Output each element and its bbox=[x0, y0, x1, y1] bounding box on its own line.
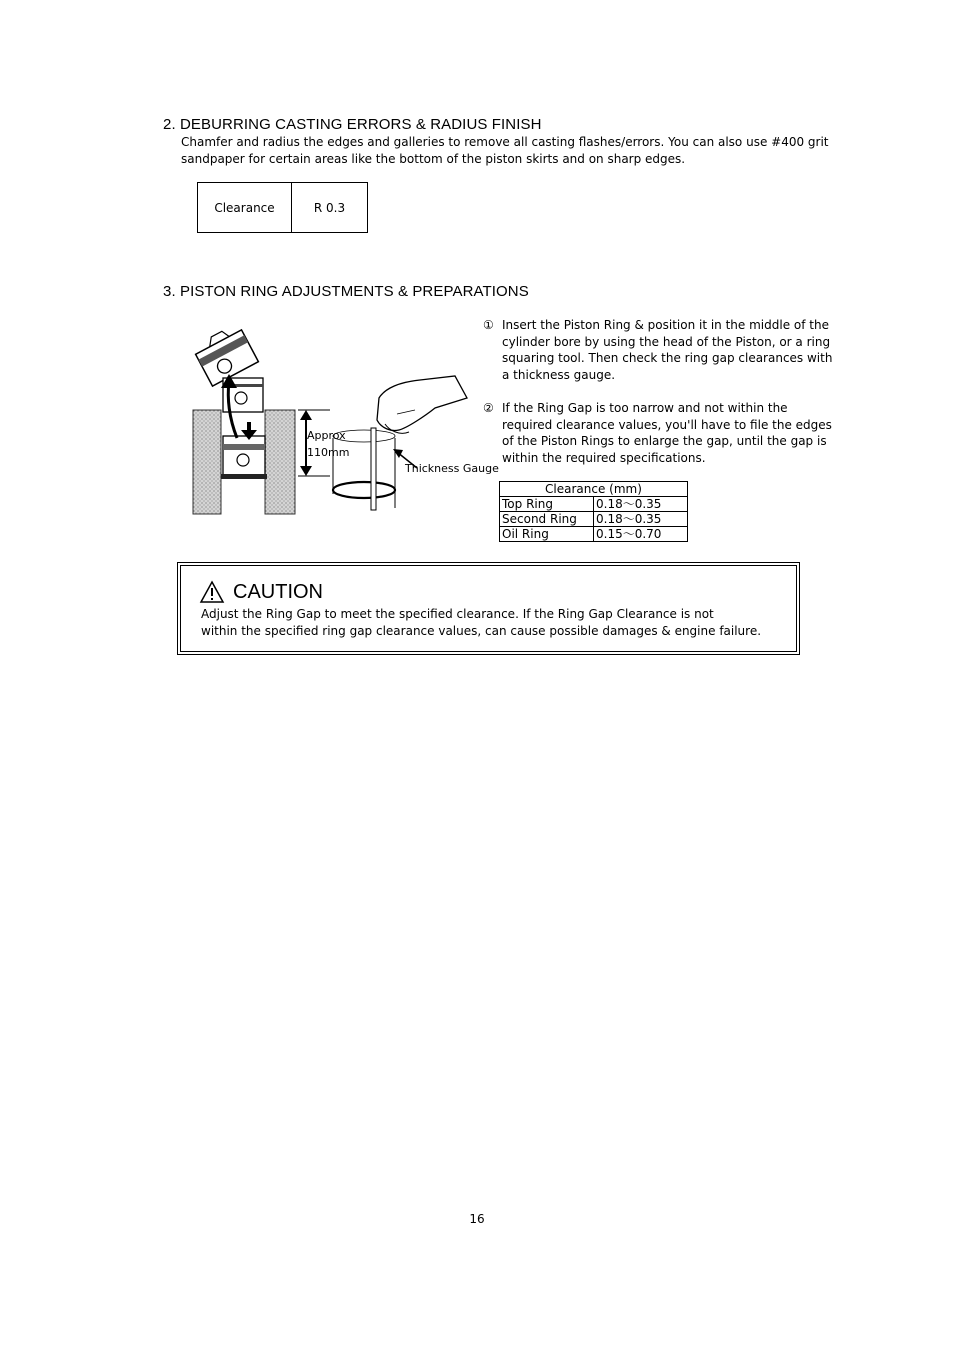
table-row bbox=[500, 497, 688, 512]
ring-gap-clearance-table bbox=[499, 481, 688, 542]
caution-title: CAUTION bbox=[233, 580, 323, 603]
ring-name-cell: Second Ring bbox=[500, 512, 594, 527]
tilted-piston bbox=[192, 323, 259, 386]
step-1-marker: ① bbox=[483, 318, 494, 332]
radius-clearance-table bbox=[197, 182, 368, 233]
step-2-line: of the Piston Rings to enlarge the gap, until the gap is bbox=[502, 434, 827, 448]
section-2-heading: 2. DEBURRING CASTING ERRORS & RADIUS FINISH bbox=[163, 116, 542, 133]
section-2-description bbox=[181, 134, 841, 167]
steps-list bbox=[483, 317, 838, 466]
hand-icon bbox=[377, 376, 467, 431]
warning-triangle-icon bbox=[199, 580, 225, 604]
ring-name-cell: Oil Ring bbox=[500, 527, 594, 542]
table-row bbox=[500, 527, 688, 542]
caution-header bbox=[199, 580, 323, 604]
step-1-line: cylinder bore by using the head of the Piston, or a ring bbox=[502, 334, 831, 349]
piston-ring bbox=[333, 482, 395, 498]
step-2 bbox=[483, 400, 838, 466]
approx-dimension-label bbox=[307, 427, 349, 461]
caution-text bbox=[201, 606, 791, 639]
approx-value: 110mm bbox=[307, 446, 350, 459]
radius-clearance-value: R 0.3 bbox=[292, 183, 368, 233]
thickness-gauge-blade bbox=[371, 428, 376, 510]
step-1-line: squaring tool. Then check the ring gap clearances with bbox=[502, 351, 833, 365]
section-2-line-2: sandpaper for certain areas like the bottom of the piston skirts and on sharp edges. bbox=[181, 151, 686, 166]
radius-clearance-label: Clearance bbox=[198, 183, 292, 233]
approx-label: Approx bbox=[307, 429, 346, 442]
step-1 bbox=[483, 317, 838, 383]
thickness-gauge-label: Thickness Gauge bbox=[405, 462, 499, 475]
ring-clearance-cell: 0.15〜0.70 bbox=[594, 527, 688, 542]
caution-line-2: within the specified ring gap clearance values, can cause possible damages & engine failure. bbox=[201, 623, 762, 638]
caution-box bbox=[177, 562, 800, 655]
piston-lower bbox=[221, 436, 267, 479]
step-2-marker: ② bbox=[483, 401, 494, 415]
ring-clearance-cell: 0.18〜0.35 bbox=[594, 497, 688, 512]
caution-line-1: Adjust the Ring Gap to meet the specified clearance. If the Ring Gap Clearance is not bbox=[201, 607, 714, 621]
caution-box-inner bbox=[180, 565, 797, 652]
ring-name-cell: Top Ring bbox=[500, 497, 594, 512]
table-row bbox=[500, 512, 688, 527]
section-3-heading: 3. PISTON RING ADJUSTMENTS & PREPARATIONS bbox=[163, 283, 529, 300]
section-2-line-1: Chamfer and radius the edges and galleries to remove all casting flashes/errors. You can also use #400 grit bbox=[181, 135, 829, 149]
page-number: 16 bbox=[469, 1212, 485, 1226]
ring-clearance-cell: 0.18〜0.35 bbox=[594, 512, 688, 527]
step-2-line: within the required specifications. bbox=[502, 450, 706, 465]
piston-ring-illustration bbox=[185, 318, 500, 518]
step-1-line: Insert the Piston Ring & position it in the middle of the bbox=[502, 318, 829, 332]
step-2-line: required clearance values, you'll have to file the edges bbox=[502, 417, 832, 432]
step-1-line: a thickness gauge. bbox=[502, 367, 616, 382]
step-2-line: If the Ring Gap is too narrow and not within the bbox=[502, 401, 788, 415]
clearance-table-header: Clearance (mm) bbox=[500, 482, 688, 497]
